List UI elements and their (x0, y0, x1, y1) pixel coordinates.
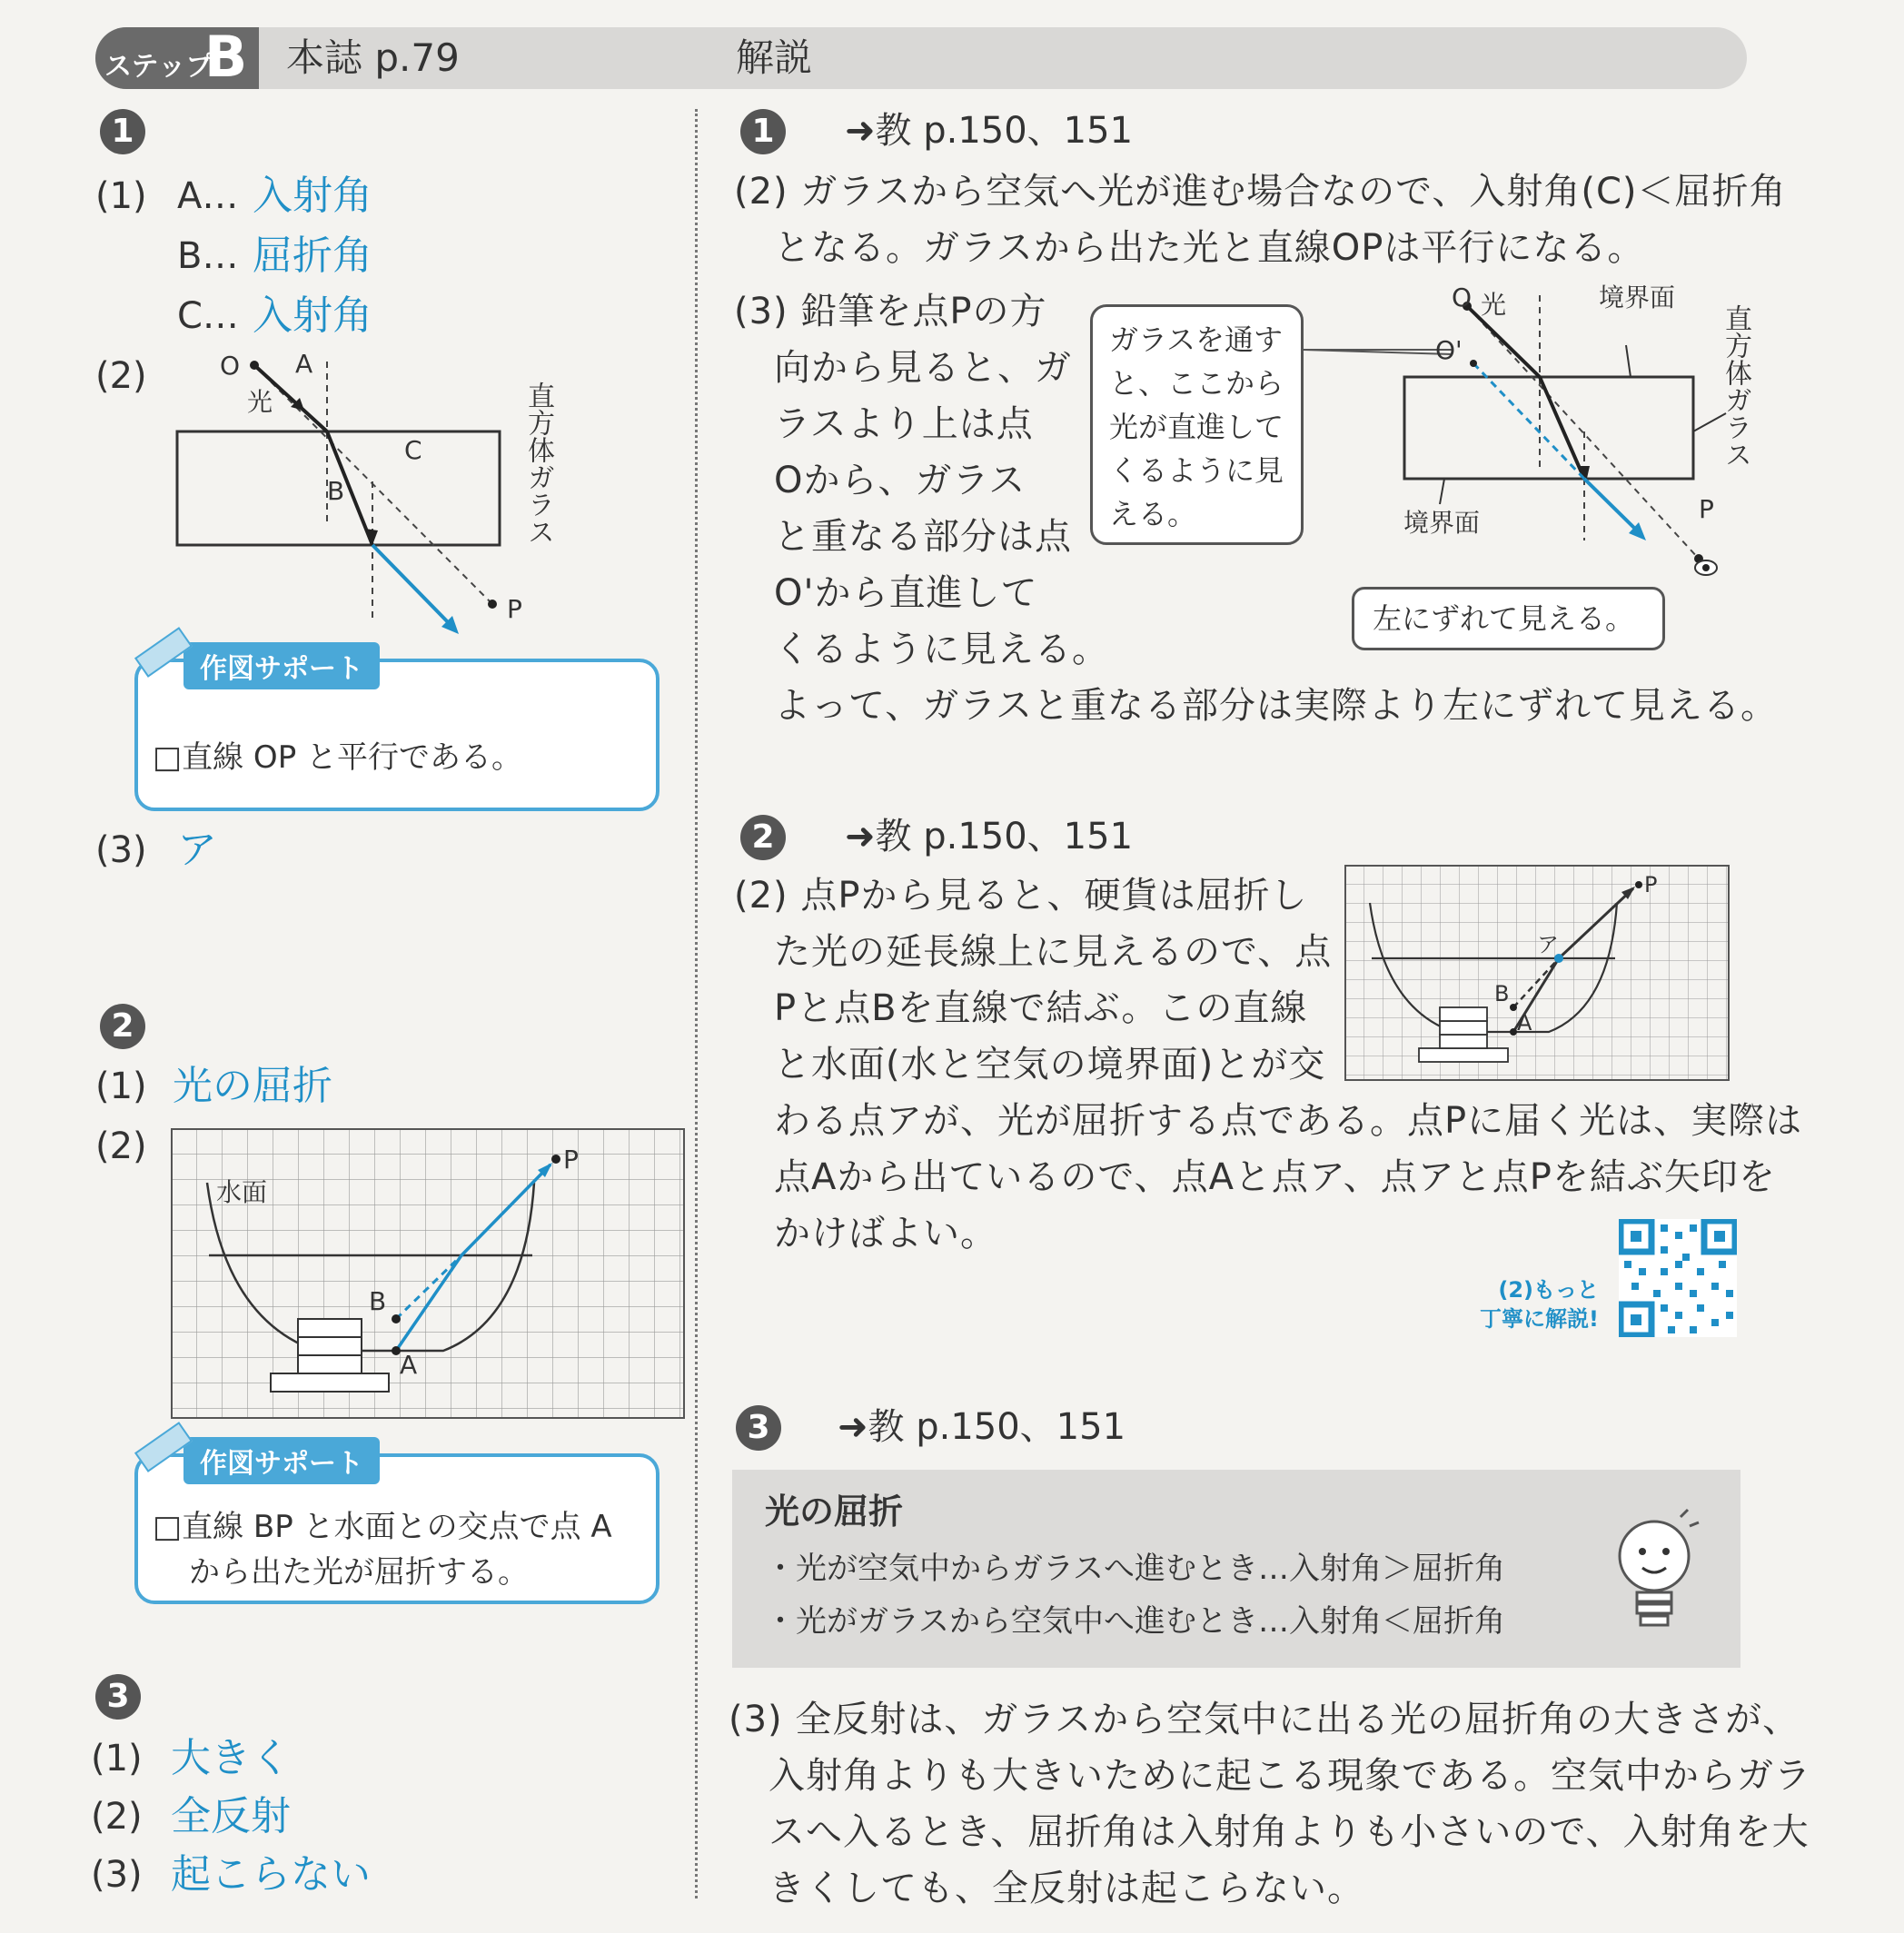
diagram-label-b: B (327, 476, 345, 506)
exit-ray (1584, 479, 1640, 533)
exit-ray (372, 545, 452, 627)
column-divider (695, 109, 698, 1898)
explanation-1-part3-line5: と重なる部分は点 (774, 516, 1072, 558)
note-bubble-shift (1352, 587, 1665, 650)
bowl-grid-diagram-small (1344, 865, 1731, 1083)
bowl-grid-diagram (171, 1128, 687, 1421)
explanation-1-part3-line7: くるように見える。 (774, 629, 1109, 670)
lightbulb-icon (1604, 1506, 1704, 1642)
q1-part3-answer: ア (177, 827, 217, 873)
diagram-label-o: O (1452, 283, 1473, 312)
explanation-2-line3: Pと点Bを直線で結ぶ。この直線 (774, 987, 1308, 1029)
explanation-number-1: 1 (740, 109, 786, 154)
diagram-label-c: C (404, 435, 422, 465)
small-grid-label-a: A (1517, 1010, 1532, 1036)
coin-bottom (271, 1373, 389, 1392)
diagram-label-light: 光 (1481, 290, 1507, 320)
explanation-2-line4: と水面(水と空気の境界面)とが交 (774, 1044, 1326, 1085)
glass-refraction-diagram (164, 345, 563, 645)
key-point-title: 光の屈折 (765, 1492, 904, 1532)
q1-b-label: B… (177, 235, 239, 277)
grid-label-p: P (563, 1145, 579, 1175)
point-a-dot (1510, 1028, 1517, 1036)
drawing-support-title-2: 作図サポート (183, 1437, 380, 1484)
bubble-line-1: ガラスを通す (1109, 322, 1284, 357)
drawing-support-text-1: □直線 OP と平行である。 (153, 739, 523, 776)
point-p-dot (551, 1155, 560, 1164)
bubble-line-4: くるように見 (1109, 453, 1284, 488)
drawing-support-box-1 (134, 653, 659, 811)
q1-a-label: A… (177, 175, 239, 217)
pencil-view-diagram (1299, 277, 1771, 604)
step-letter: B (204, 24, 248, 90)
explanation-2-line2: た光の延長線上に見えるので、点 (774, 931, 1333, 973)
q3-part2-answer: 全反射 (171, 1793, 291, 1839)
qr-finder-dot-1 (1631, 1231, 1641, 1242)
key-point-line-1: ・光が空気中からガラスへ進むとき…入射角＞屈折角 (765, 1551, 1505, 1587)
line-op (1467, 306, 1699, 559)
q2-part1-label: (1) (95, 1066, 147, 1107)
explanation-3-line2: 入射角よりも大きいために起こる現象である。空気中からガラ (769, 1755, 1811, 1797)
diagram-label-o-prime: O' (1435, 335, 1463, 365)
qr-caption (1453, 1275, 1599, 1333)
explanation-1-part3-line4: Oから、ガラス (774, 460, 1026, 501)
coin-2 (1440, 1021, 1487, 1035)
explanation-1-conclusion: よって、ガラスと重なる部分は実際より左にずれて見える。 (774, 685, 1778, 727)
drawing-support-title-1: 作図サポート (183, 642, 380, 689)
qr-finder-dot-2 (1714, 1231, 1725, 1242)
explanation-number-3: 3 (736, 1405, 781, 1451)
coin-3 (1440, 1035, 1487, 1048)
small-grid-label-b: B (1494, 981, 1510, 1006)
explanation-1-part2-line1: (2) ガラスから空気へ光が進む場合なので、入射角(C)＜屈折角 (734, 171, 1787, 213)
q3-part3-answer: 起こらない (171, 1851, 371, 1898)
glass-arrowhead (365, 529, 378, 545)
drawing-support-box-2 (134, 1448, 659, 1604)
diagram-label-p: P (507, 594, 522, 624)
q1-b-answer: 屈折角 (253, 233, 372, 279)
point-o-prime-dot (1470, 360, 1477, 367)
question-number-3: 3 (95, 1674, 141, 1720)
diagram-label-a: A (295, 349, 313, 379)
coin-2 (298, 1337, 362, 1355)
point-b-dot (1510, 1004, 1517, 1011)
qr-caption-line1: (2)もっと (1498, 1277, 1599, 1303)
coin-3 (298, 1355, 362, 1373)
diagram-label-glass-right: 直方体ガラス (1720, 304, 1751, 468)
qr-caption-line2: 丁寧に解説! (1480, 1306, 1599, 1332)
diagram-label-light: 光 (247, 387, 273, 417)
glass-block (1404, 377, 1693, 479)
grid-label-a: A (400, 1350, 418, 1380)
grid-background (1345, 866, 1729, 1080)
bubble-line-2: と、ここから (1109, 366, 1284, 401)
boundary-pointer-top (1626, 345, 1631, 377)
coin-bottom (1419, 1048, 1508, 1062)
grid-label-water-surface: 水面 (216, 1177, 268, 1207)
small-grid-label-p: P (1644, 872, 1658, 897)
q1-part3-label: (3) (95, 829, 147, 871)
extension-line (1473, 363, 1584, 479)
bubble-line-3: 光が直進して (1109, 410, 1284, 444)
drawing-support-text-2a: □直線 BP と水面との交点で点 A (153, 1509, 612, 1545)
q2-part2-label: (2) (95, 1125, 147, 1167)
explanation-1-part3-line6: O'から直進して (774, 572, 1038, 614)
grid-label-b: B (369, 1286, 387, 1316)
section-title: 解説 (736, 35, 813, 80)
question-number-1: 1 (100, 109, 145, 154)
grid-background (172, 1129, 684, 1418)
explanation-1-part3-line3: ラスより上は点 (774, 403, 1034, 445)
small-grid-label-a-kana: ア (1537, 932, 1559, 957)
q2-part1-answer: 光の屈折 (173, 1063, 332, 1109)
explanation-2-line5: わる点アが、光が屈折する点である。点Pに届く光は、実際は (774, 1100, 1803, 1142)
coin-1 (298, 1319, 362, 1337)
textbook-reference-1: ➜教 p.150、151 (845, 110, 1134, 152)
explanation-2-line7: かけばよい。 (774, 1213, 997, 1254)
diagram-label-o: O (220, 351, 241, 381)
point-p-dot (1635, 881, 1642, 888)
question-number-2: 2 (100, 1004, 145, 1049)
qr-finder-dot-3 (1631, 1314, 1641, 1325)
coin-1 (1440, 1007, 1487, 1021)
explanation-1-part3-line1: (3) 鉛筆を点Pの方 (734, 291, 1047, 332)
q1-c-answer: 入射角 (253, 292, 372, 339)
q1-part1-label: (1) (95, 175, 147, 217)
bubble-line-5: える。 (1109, 497, 1197, 531)
q3-part2-label: (2) (91, 1796, 143, 1838)
explanation-number-2: 2 (740, 815, 786, 860)
q3-part1-label: (1) (91, 1738, 143, 1779)
explanation-2-line1: (2) 点Pから見ると、硬貨は屈折し (734, 875, 1308, 917)
ray-in-glass (1540, 377, 1584, 479)
boundary-pointer-bottom (1440, 479, 1444, 504)
point-b-dot (392, 1314, 401, 1323)
point-p-dot (488, 600, 497, 609)
q3-part3-label: (3) (91, 1854, 143, 1896)
note-bubble-glass (1090, 304, 1304, 545)
explanation-3-line1: (3) 全反射は、ガラスから空気中に出る光の屈折角の大きさが、 (729, 1699, 1800, 1740)
explanation-1-part3-line2: 向から見ると、ガ (774, 347, 1072, 389)
eye-pupil (1702, 564, 1710, 571)
diagram-label-boundary-bottom: 境界面 (1403, 508, 1481, 538)
step-label: ステップ (104, 51, 213, 83)
key-point-box (732, 1470, 1740, 1668)
diagram-label-glass: 直方体ガラス (522, 382, 554, 545)
explanation-3-line4: きくしても、全反射は起こらない。 (769, 1868, 1364, 1909)
explanation-2-line6: 点Aから出ているので、点Aと点ア、点アと点Pを結ぶ矢印を (774, 1156, 1776, 1198)
bubble-shift-text: 左にずれて見える。 (1373, 601, 1635, 636)
q1-c-label: C… (177, 295, 239, 337)
textbook-reference-3: ➜教 p.150、151 (838, 1406, 1126, 1448)
page-reference: 本誌 p.79 (286, 35, 460, 80)
diagram-label-p: P (1699, 494, 1714, 524)
textbook-reference-2: ➜教 p.150、151 (845, 816, 1134, 857)
q1-a-answer: 入射角 (253, 173, 372, 219)
qr-code-icon[interactable] (1619, 1219, 1737, 1337)
key-point-line-2: ・光がガラスから空気中へ進むとき…入射角＜屈折角 (765, 1603, 1505, 1640)
q3-part1-answer: 大きく (171, 1735, 291, 1781)
explanation-3-line3: スへ入るとき、屈折角は入射角よりも小さいので、入射角を大 (769, 1811, 1810, 1853)
explanation-1-part2-line2: となる。ガラスから出た光と直線OPは平行になる。 (774, 227, 1645, 269)
diagram-label-boundary-top: 境界面 (1599, 283, 1676, 312)
q1-part2-label: (2) (95, 355, 147, 397)
drawing-support-text-2b: から出た光が屈折する。 (189, 1554, 529, 1591)
point-o-dot (250, 361, 259, 370)
